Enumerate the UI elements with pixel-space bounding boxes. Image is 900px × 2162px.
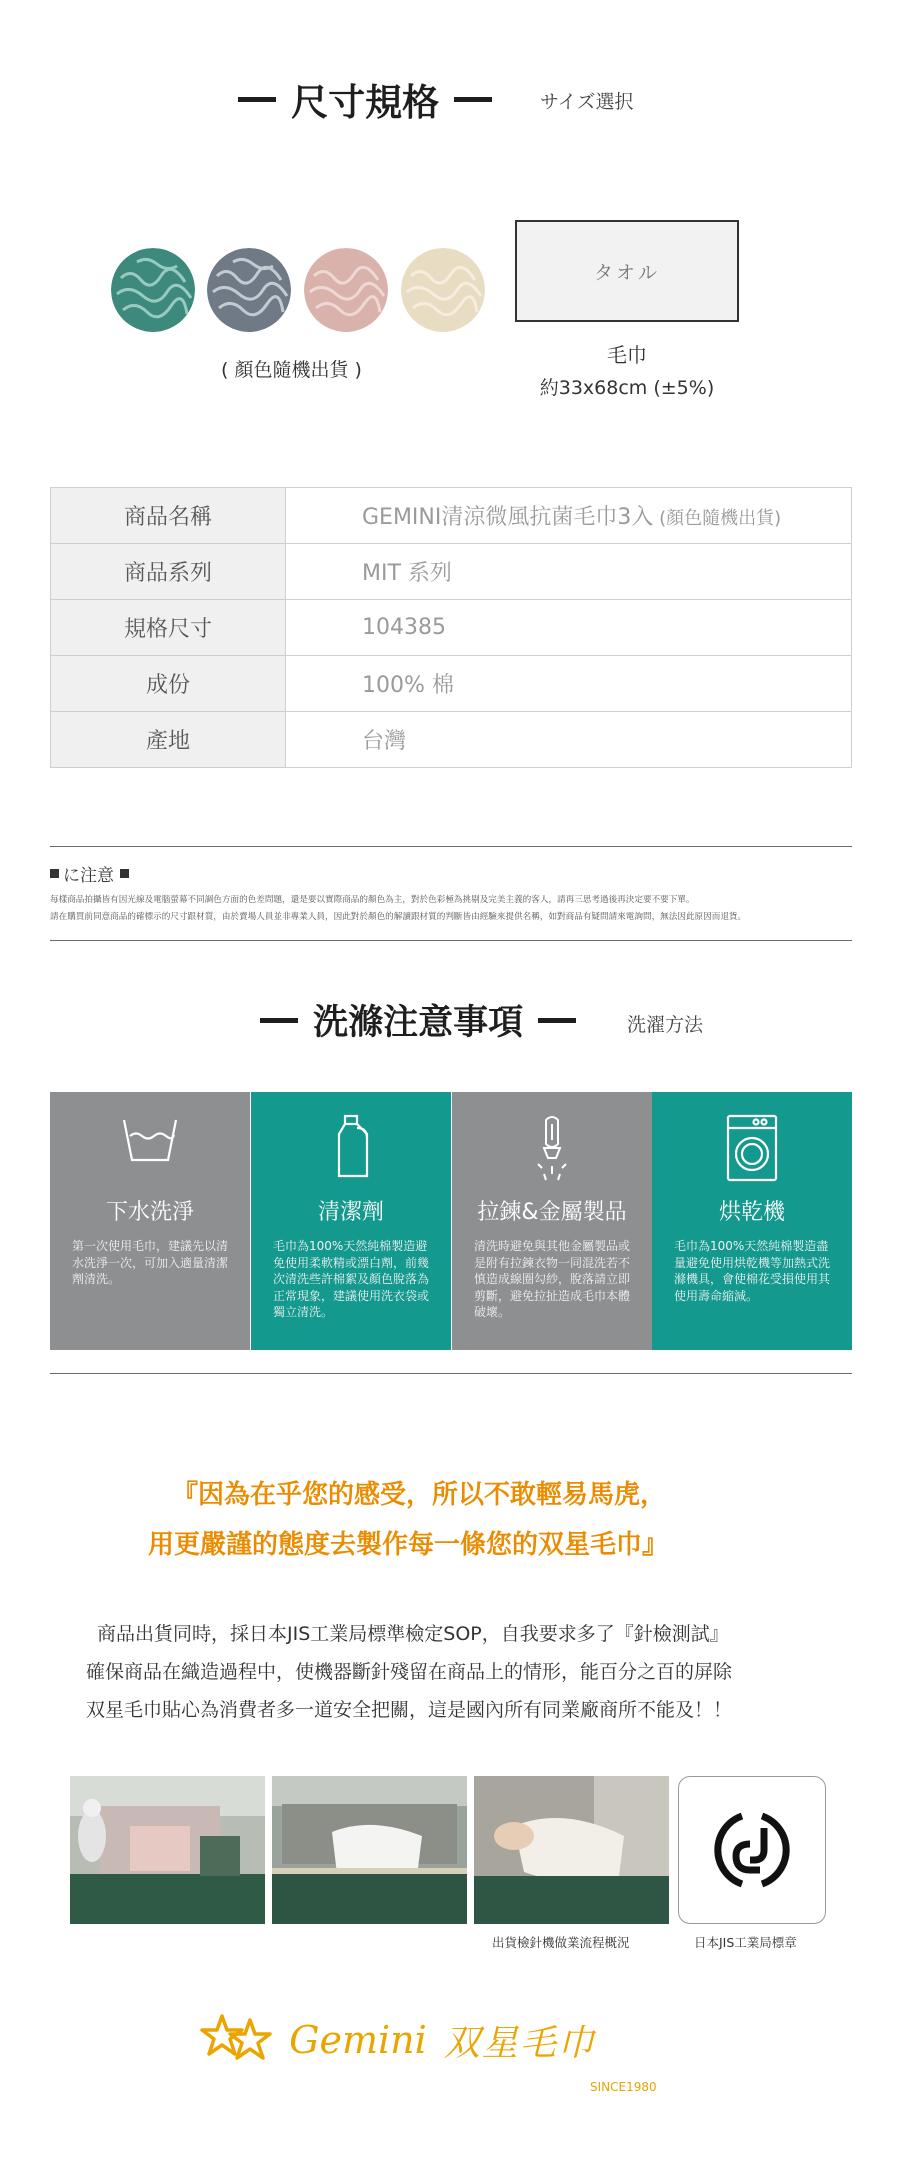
spec-label: 產地: [51, 712, 286, 768]
brand-name-chinese: 双星毛巾: [443, 2022, 596, 2064]
spec-value: [286, 488, 852, 544]
wash-card-zipper: [452, 1092, 652, 1350]
wash-section-subtitle: 洗濯方法: [627, 1014, 704, 1036]
brand-since: SINCE1980: [590, 2080, 657, 2094]
color-swatch-pink: [304, 248, 388, 332]
spec-value: 台灣: [286, 712, 852, 768]
quote-line-1: 『因為在乎您的感受，所以不敢輕易馬虎，: [172, 1480, 667, 1510]
heading-dash-left: [260, 1018, 298, 1023]
wash-basin-icon: [118, 1114, 182, 1174]
color-random-note: ( 顏色隨機出貨 ): [221, 359, 362, 381]
spec-label: 商品名稱: [51, 488, 286, 544]
color-swatch-green: [111, 248, 195, 332]
wash-section-heading: [260, 995, 576, 1051]
spec-label: 成份: [51, 656, 286, 712]
notice-heading: [50, 861, 129, 886]
body-text-line-2: 確保商品在織造過程中，使機器斷針殘留在商品上的情形，能百分之百的屏除: [86, 1661, 733, 1683]
size-section-subtitle: サイズ選択: [540, 91, 634, 113]
square-bullet-icon: [50, 869, 59, 878]
photos-caption: 出貨檢針機做業流程概況: [492, 1935, 630, 1950]
spec-value-note: (顏色隨機出貨): [653, 508, 782, 529]
table-row: [51, 656, 852, 712]
wash-card-desc: 毛巾為100%天然純棉製造盡量避免使用烘乾機等加熱式洗滌機具，會使棉花受損使用其使用壽命縮減。: [674, 1239, 831, 1303]
table-row: [51, 712, 852, 768]
spec-value: 104385: [286, 600, 852, 656]
size-section-title: 尺寸規格: [291, 80, 440, 124]
factory-photo-1: [70, 1776, 265, 1924]
towel-size-box: [515, 220, 739, 322]
heading-dash-right: [454, 97, 492, 102]
size-section-heading: [238, 72, 492, 132]
wash-card-desc: 清洗時避免與其他金屬製品或是附有拉鍊衣物一同混洗若不慎造成線圈勾紗，脫落請立即剪斷，避免拉扯造成毛巾本體破壞。: [474, 1239, 631, 1319]
wash-card-title: 拉鍊&金屬製品: [477, 1200, 627, 1225]
jis-mark-icon: [706, 1804, 798, 1896]
quote-line-2: 用更嚴謹的態度去製作每一條您的双星毛巾』: [148, 1530, 669, 1560]
color-swatch-cream: [401, 248, 485, 332]
factory-photo-3: [474, 1776, 669, 1924]
spec-value: 100% 棉: [286, 656, 852, 712]
notice-line-1: 每樣商品拍攝皆有因光線及電腦螢幕不同調色方面的色差問題，還是要以實際商品的顏色為主，對於色彩極為挑剔及完美主義的客人，請再三思考過後再決定要不要下單。: [50, 895, 695, 905]
spec-label: 商品系列: [51, 544, 286, 600]
table-row: [51, 544, 852, 600]
wash-card-dryer: [652, 1092, 852, 1350]
square-bullet-icon: [120, 869, 129, 878]
notice-title: に注意: [63, 866, 114, 886]
notice-divider-top: [50, 846, 852, 847]
body-text-line-1: 商品出貨同時，採日本JIS工業局標準檢定SOP，自我要求多了『針檢測試』: [97, 1623, 729, 1645]
wash-section-title: 洗滌注意事項: [313, 1002, 524, 1043]
heading-dash-left: [238, 97, 276, 102]
washing-machine-icon: [726, 1114, 778, 1186]
spec-value: MIT 系列: [286, 544, 852, 600]
brand-name-latin: Gemini: [289, 2018, 427, 2062]
wash-card-soak: [50, 1092, 250, 1350]
table-row: [51, 488, 852, 544]
wash-card-title: 清潔劑: [317, 1200, 384, 1225]
double-star-icon: [200, 2010, 278, 2070]
seal-caption: 日本JIS工業局標章: [694, 1935, 797, 1950]
wash-card-detergent: [251, 1092, 451, 1350]
wash-card-desc: 第一次使用毛巾，建議先以清水洗淨一次，可加入適量清潔劑清洗。: [72, 1239, 229, 1286]
wash-card-title: 下水洗淨: [105, 1200, 194, 1225]
spec-label: 規格尺寸: [51, 600, 286, 656]
notice-divider-bottom: [50, 940, 852, 941]
zipper-icon: [532, 1114, 572, 1186]
wash-divider: [50, 1373, 852, 1374]
table-row: [51, 600, 852, 656]
notice-line-2: 請在購買前同意商品的確標示的尺寸跟材質，由於賣場人員並非專業人員，因此對於顏色的解讀跟材質的判斷皆由經驗來提供名稱，如對商品有疑問請來電詢問，無法因此原因而退貨。: [50, 912, 747, 922]
towel-name: 毛巾: [607, 343, 647, 367]
jis-seal: [678, 1776, 826, 1924]
color-swatch-gray: [207, 248, 291, 332]
brand-logo: [200, 2010, 596, 2080]
body-text-line-3: 双星毛巾貼心為消費者多一道安全把關，這是國內所有同業廠商所不能及！！: [86, 1699, 733, 1721]
towel-size: 約33x68cm (±5%): [539, 377, 715, 399]
heading-dash-right: [538, 1018, 576, 1023]
factory-photo-2: [272, 1776, 467, 1924]
wash-card-desc: 毛巾為100%天然純棉製造避免使用柔軟精或漂白劑，前幾次清洗些許棉絮及顏色脫落為正常現象，建議使用洗衣袋或獨立清洗。: [273, 1239, 430, 1319]
detergent-bottle-icon: [327, 1114, 375, 1184]
spec-value-text: GEMINI清涼微風抗菌毛巾3入: [362, 505, 654, 530]
spec-table: [50, 487, 852, 768]
towel-box-label: タオル: [593, 261, 660, 284]
wash-card-title: 烘乾機: [718, 1200, 785, 1225]
